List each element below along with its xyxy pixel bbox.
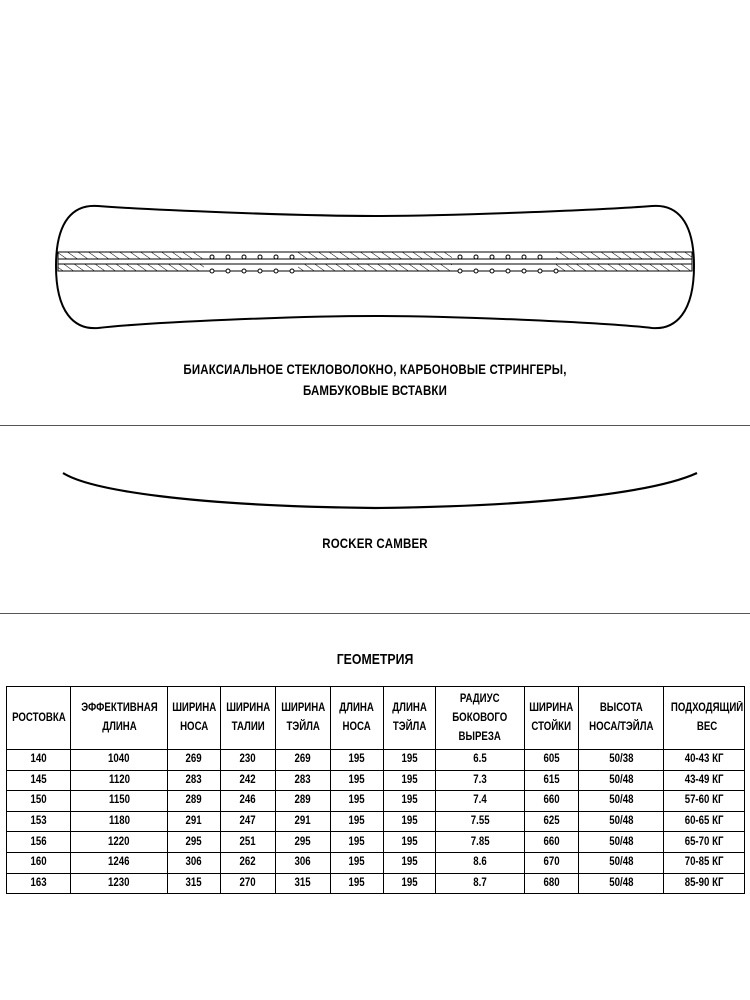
cell-tail-length: 195: [384, 750, 436, 771]
cell-nose-tail-height: 50/48: [579, 791, 664, 812]
table-row: [7, 770, 745, 791]
cell-size: 163: [7, 873, 71, 894]
cell-nose-tail-height: 50/38: [579, 750, 664, 771]
cell-stance-width: 660: [525, 791, 579, 812]
cell-nose-tail-height: 50/48: [579, 770, 664, 791]
cell-tail-width: 269: [276, 750, 331, 771]
geometry-header-row: [7, 687, 745, 750]
cell-size: 156: [7, 832, 71, 853]
carbon-stringer-top: [58, 252, 692, 259]
cell-nose-width: 291: [168, 811, 221, 832]
header-tail-length: ДЛИНА ТЭЙЛА: [384, 687, 436, 750]
bamboo-insert-front: [204, 252, 298, 271]
cell-nose-length: 195: [331, 811, 384, 832]
table-row: [7, 873, 745, 894]
cell-nose-length: 195: [331, 873, 384, 894]
materials-caption-line2: БАМБУКОВЫЕ ВСТАВКИ: [302, 382, 448, 398]
cell-nose-tail-height: 50/48: [579, 832, 664, 853]
cell-nose-length: 195: [331, 852, 384, 873]
section-divider-top: [0, 425, 750, 426]
cell-nose-width: 295: [168, 832, 221, 853]
table-row: [7, 811, 745, 832]
cell-nose-length: 195: [331, 770, 384, 791]
cell-effective-length: 1246: [71, 852, 168, 873]
cell-effective-length: 1220: [71, 832, 168, 853]
cell-stance-width: 660: [525, 832, 579, 853]
table-row: [7, 832, 745, 853]
cell-tail-length: 195: [384, 770, 436, 791]
cell-waist-width: 262: [221, 852, 276, 873]
cell-size: 160: [7, 852, 71, 873]
cell-sidecut-radius: 8.7: [436, 873, 525, 894]
cell-stance-width: 615: [525, 770, 579, 791]
cell-effective-length: 1150: [71, 791, 168, 812]
table-row: [7, 791, 745, 812]
cell-nose-width: 315: [168, 873, 221, 894]
cell-stance-width: 680: [525, 873, 579, 894]
cell-rider-weight: 70-85 КГ: [664, 852, 745, 873]
cell-waist-width: 251: [221, 832, 276, 853]
cell-nose-tail-height: 50/48: [579, 852, 664, 873]
cell-tail-width: 315: [276, 873, 331, 894]
cell-tail-width: 295: [276, 832, 331, 853]
header-nose-tail-height: ВЫСОТА НОСА/ТЭЙЛА: [579, 687, 664, 750]
header-waist-width: ШИРИНА ТАЛИИ: [221, 687, 276, 750]
header-sidecut-radius: РАДИУС БОКОВОГО ВЫРЕЗА: [436, 687, 525, 750]
cell-tail-width: 291: [276, 811, 331, 832]
materials-caption-line1: БИАКСИАЛЬНОЕ СТЕКЛОВОЛОКНО, КАРБОНОВЫЕ СТРИНГЕРЫ,: [183, 361, 567, 377]
cell-tail-length: 195: [384, 832, 436, 853]
cell-size: 140: [7, 750, 71, 771]
header-rider-weight: ПОДХОДЯЩИЙ ВЕС: [664, 687, 745, 750]
rocker-camber-profile-diagram: [0, 460, 750, 520]
geometry-table: [6, 686, 745, 894]
cell-tail-length: 195: [384, 811, 436, 832]
cell-size: 150: [7, 791, 71, 812]
section-divider-bottom: [0, 613, 750, 614]
cell-tail-width: 306: [276, 852, 331, 873]
geometry-title: ГЕОМЕТРИЯ: [336, 651, 414, 668]
cell-rider-weight: 43-49 КГ: [664, 770, 745, 791]
cell-sidecut-radius: 6.5: [436, 750, 525, 771]
cell-sidecut-radius: 8.6: [436, 852, 525, 873]
header-stance-width: ШИРИНА СТОЙКИ: [525, 687, 579, 750]
cell-stance-width: 670: [525, 852, 579, 873]
cell-nose-width: 283: [168, 770, 221, 791]
cell-effective-length: 1230: [71, 873, 168, 894]
cell-nose-length: 195: [331, 750, 384, 771]
cell-waist-width: 270: [221, 873, 276, 894]
cell-nose-width: 269: [168, 750, 221, 771]
cell-sidecut-radius: 7.4: [436, 791, 525, 812]
cell-nose-width: 306: [168, 852, 221, 873]
cell-tail-width: 289: [276, 791, 331, 812]
table-row: [7, 750, 745, 771]
cell-stance-width: 605: [525, 750, 579, 771]
header-effective-length: ЭФФЕКТИВНАЯ ДЛИНА: [71, 687, 168, 750]
profile-label: ROCKER CAMBER: [322, 535, 428, 551]
cell-nose-length: 195: [331, 791, 384, 812]
cell-rider-weight: 85-90 КГ: [664, 873, 745, 894]
cell-sidecut-radius: 7.85: [436, 832, 525, 853]
header-size: РОСТОВКА: [7, 687, 71, 750]
cell-nose-width: 289: [168, 791, 221, 812]
cell-effective-length: 1180: [71, 811, 168, 832]
cell-effective-length: 1120: [71, 770, 168, 791]
cell-rider-weight: 40-43 КГ: [664, 750, 745, 771]
cell-stance-width: 625: [525, 811, 579, 832]
cell-waist-width: 242: [221, 770, 276, 791]
snowboard-top-view-diagram: [0, 190, 750, 340]
cell-tail-length: 195: [384, 852, 436, 873]
cell-effective-length: 1040: [71, 750, 168, 771]
cell-waist-width: 230: [221, 750, 276, 771]
cell-tail-width: 283: [276, 770, 331, 791]
cell-nose-length: 195: [331, 832, 384, 853]
cell-waist-width: 247: [221, 811, 276, 832]
cell-size: 145: [7, 770, 71, 791]
carbon-stringer-bottom: [58, 264, 692, 271]
cell-waist-width: 246: [221, 791, 276, 812]
cell-tail-length: 195: [384, 791, 436, 812]
cell-rider-weight: 65-70 КГ: [664, 832, 745, 853]
cell-sidecut-radius: 7.3: [436, 770, 525, 791]
cell-rider-weight: 57-60 КГ: [664, 791, 745, 812]
cell-sidecut-radius: 7.55: [436, 811, 525, 832]
header-nose-width: ШИРИНА НОСА: [168, 687, 221, 750]
table-row: [7, 852, 745, 873]
profile-curve: [63, 473, 697, 508]
cell-nose-tail-height: 50/48: [579, 811, 664, 832]
cell-nose-tail-height: 50/48: [579, 873, 664, 894]
cell-size: 153: [7, 811, 71, 832]
cell-rider-weight: 60-65 КГ: [664, 811, 745, 832]
header-nose-length: ДЛИНА НОСА: [331, 687, 384, 750]
header-tail-width: ШИРИНА ТЭЙЛА: [276, 687, 331, 750]
cell-tail-length: 195: [384, 873, 436, 894]
